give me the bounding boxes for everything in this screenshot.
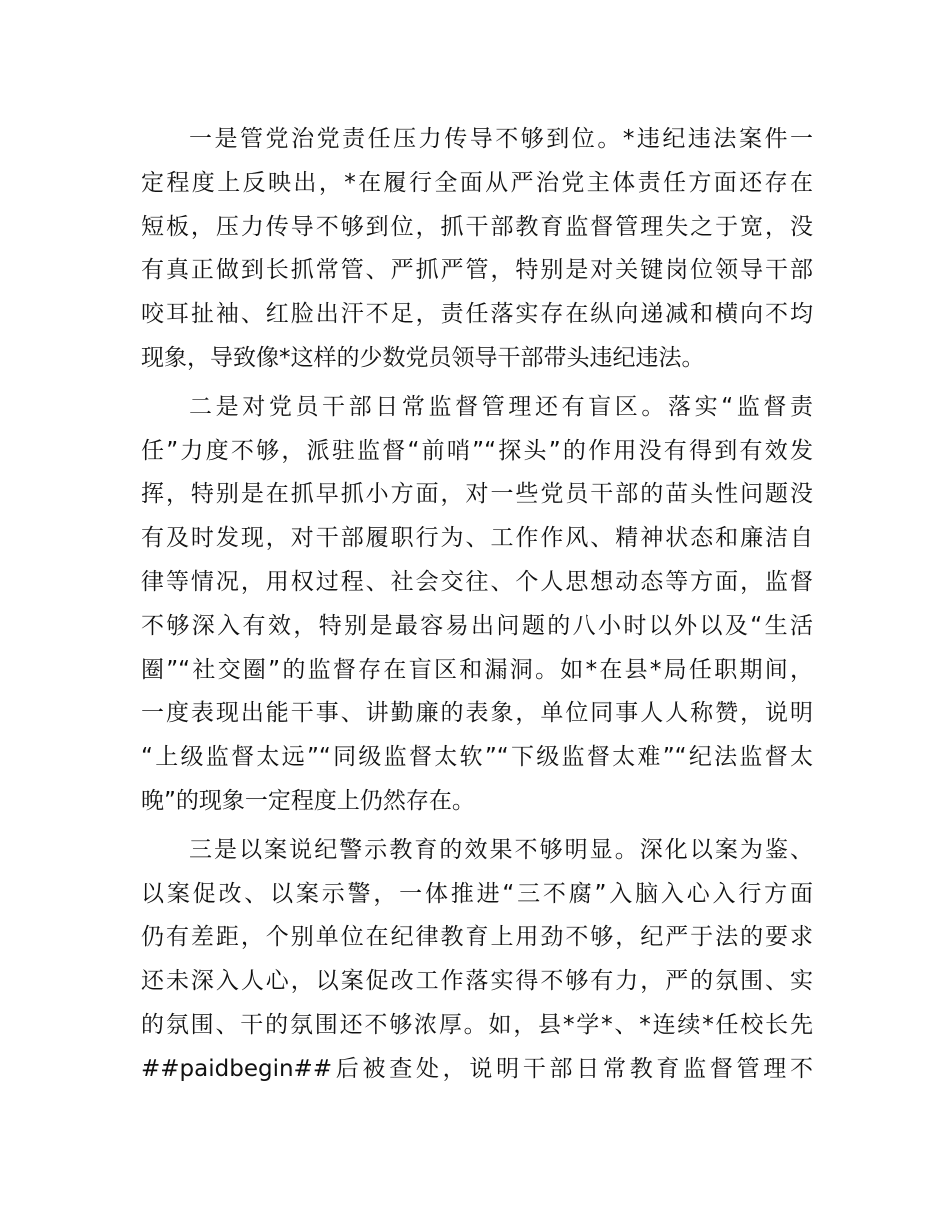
text-line: 挥，特别是在抓早抓小方面，对一些党员干部的苗头性问题没 [141,481,813,508]
text-line: 任”力度不够，派驻监督“前哨”“探头”的作用没有得到有效发 [141,437,813,464]
text-line: 有及时发现，对干部履职行为、工作作风、精神状态和廉洁自 [141,525,813,552]
paragraph-2 [141,386,813,824]
text-line: 晚”的现象一定程度上仍然存在。 [141,787,475,814]
text-line: 定程度上反映出，*在履行全面从严治党主体责任方面还存在 [141,169,813,196]
text-line: 二是对党员干部日常监督管理还有盲区。落实“监督责 [189,393,813,420]
text-line: 一是管党治党责任压力传导不够到位。*违纪违法案件一 [189,126,813,152]
text-line: 不够深入有效，特别是最容易出问题的八小时以外以及“生活 [141,612,813,639]
text-line: 的氛围、干的氛围还不够浓厚。如，县*学*、*连续*任校长先 [141,1011,813,1038]
document-body [141,118,813,1097]
text-line: 有真正做到长抓常管、严抓严管，特别是对关键岗位领导干部 [141,257,813,284]
text-line: 仍有差距，个别单位在纪律教育上用劲不够，纪严于法的要求 [141,924,813,951]
text-line: 咬耳扯袖、红脸出汗不足，责任落实存在纵向递减和横向不均 [141,301,813,328]
text-line: 还未深入人心，以案促改工作落实得不够有力，严的氛围、实 [141,968,813,995]
text-line: 圈”“社交圈”的监督存在盲区和漏洞。如*在县*局任职期间， [141,656,813,683]
text-line: 三是以案说纪警示教育的效果不够明显。深化以案为鉴、 [189,836,813,863]
paragraph-1 [141,118,813,381]
text-line: ##paidbegin##后被查处，说明干部日常教育监督管理不 [141,1055,813,1082]
text-line: “上级监督太远”“同级监督太软”“下级监督太难”“纪法监督太 [141,744,813,771]
text-line: 现象，导致像*这样的少数党员领导干部带头违纪违法。 [141,344,705,371]
text-line: 律等情况，用权过程、社会交往、个人思想动态等方面，监督 [141,568,813,595]
text-line: 以案促改、以案示警，一体推进“三不腐”入脑入心入行方面 [141,880,813,907]
paragraph-3 [141,829,813,1092]
text-line: 短板，压力传导不够到位，抓干部教育监督管理失之于宽，没 [141,213,813,240]
text-line: 一度表现出能干事、讲勤廉的表象，单位同事人人称赞，说明 [141,700,813,727]
